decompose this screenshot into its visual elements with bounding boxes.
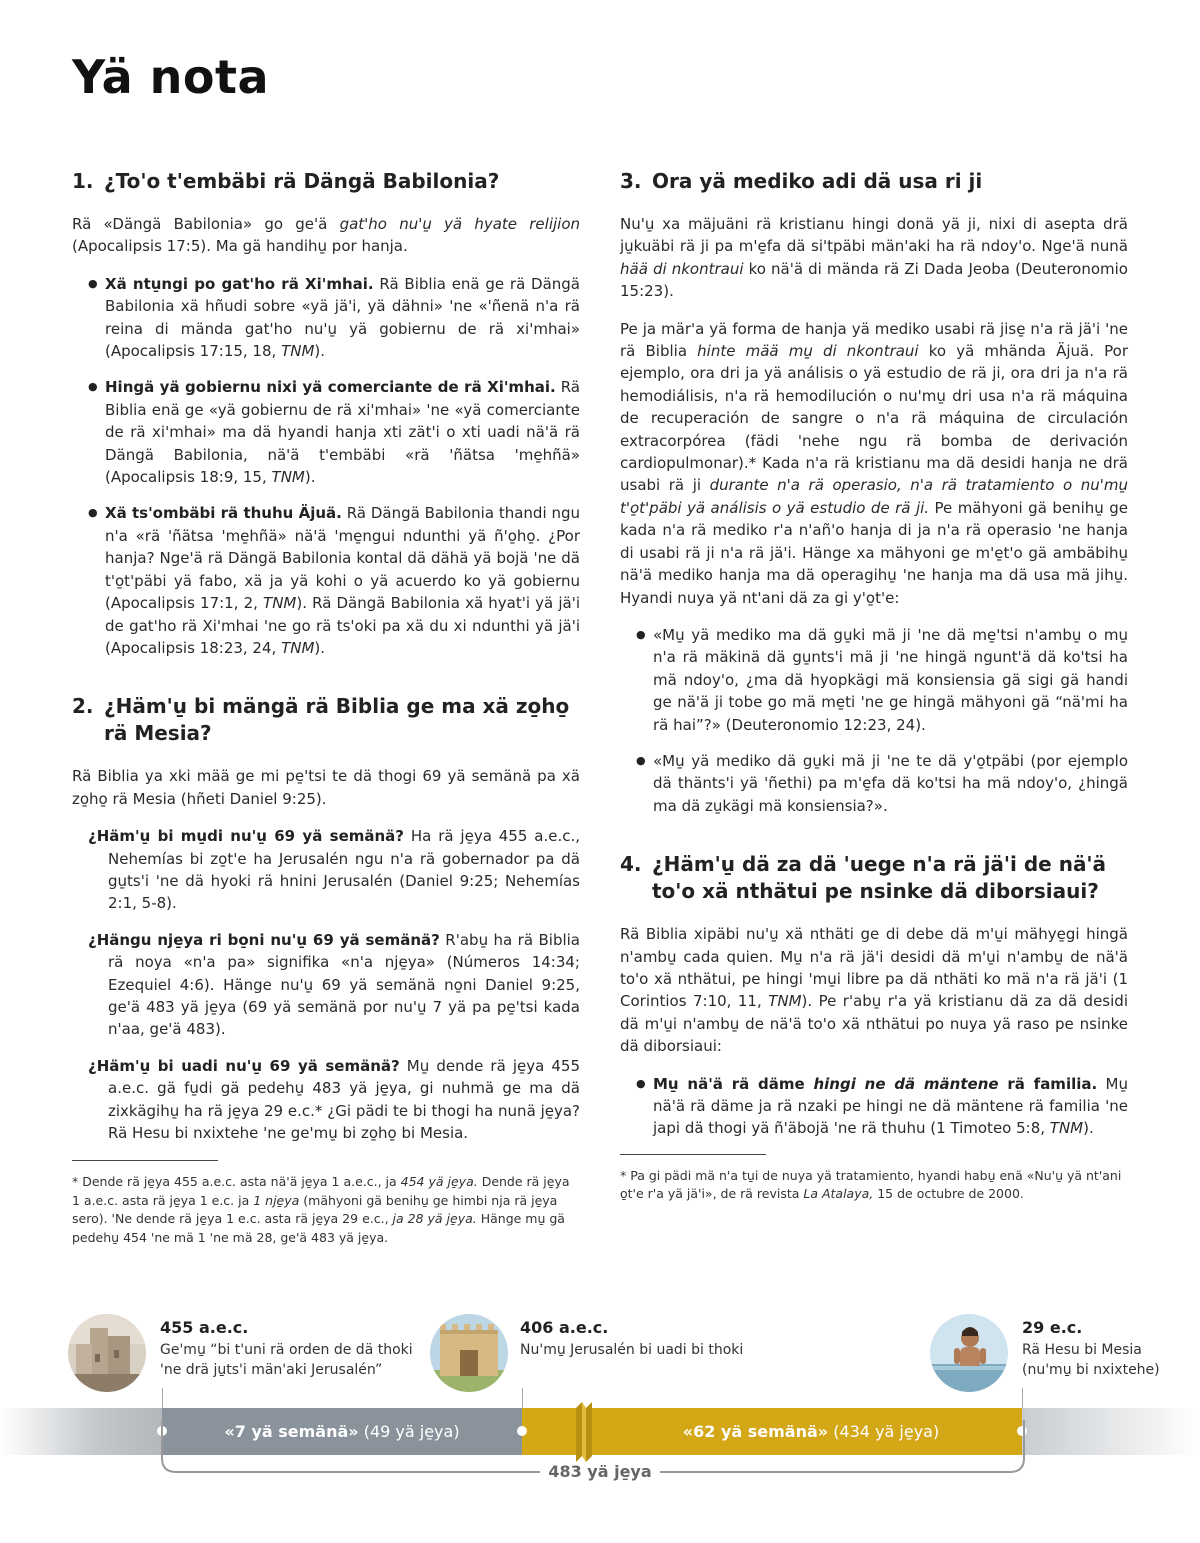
- section-2-title: ¿Häm'u̱ bi mängä rä Biblia ge ma xä zo̱ho̱ rä Mesia?: [104, 694, 570, 746]
- timeline-date-1: 455 a.e.c.: [160, 1318, 249, 1337]
- question-item: ¿Häm'u̱ bi mu̱di nu'u̱ 69 yä semänä? Ha rä je̱ya 455 a.e.c., Nehemías bi zo̱t'e ha Jerusalén ngu n'a rä gobernador pa dä gu̱ts'i 'ne dä hyoki rä hnini Jerusalén (Daniel 9:25; Nehemías 2:1, 5-8).: [88, 827, 580, 913]
- timeline-tick-2: [522, 1388, 523, 1408]
- timeline-band-end: [1022, 1408, 1200, 1455]
- section-3-paragraph: Nu'u̱ xa mäjuäni rä kristianu hingi donä yä ji, nixi di asepta drä ju̱kuäbi rä ji pa m'e̱fa dä si'tpäbi män'aki ha rä ndoy'o. Nge'ä nunä hää di nkontraui ko nä'ä di mända rä Zi Dada Jeoba (Deuteronomio 15:23).: [620, 215, 1128, 301]
- section-3-bullet-list: [636, 624, 1128, 817]
- timeline-date-2: 406 a.e.c.: [520, 1318, 609, 1337]
- section-3-paragraph: Pe ja mär'a yä forma de hanja yä mediko usabi rä jise̱ n'a rä jä'i 'ne rä Biblia hinte mää mu̱ di nkontraui ko yä mhända Äjuä. Por ejemplo, ora dri ja yä análisis o yä estudio de rä ji, ora dri ja n'a rä hemodiálisis, n'a rä hemodilución o nu'mu̱ dri usa n'a rä máquina de recuperación de sangre o n'a rä máquina de circulación extracorpórea (fädi 'nehe ngu rä bomba de derivación cardiopulmonar).* Kada n'a rä kristianu ma dä desidi hanja ne drä usabi rä ji durante n'a rä operasio, n'a rä tratamiento o nu'mu̱ t'o̱t'päbi yä análisis o yä estudio de rä ji. Pe mähyoni gä benihu̱ ge kada n'a rä mediko r'a n'añ'o hanja di ja n'a rä operasio 'ne hanja di usabi rä ji n'a rä jä'i. Hänge xa mähyoni ge m'e̱t'o gä ambäbihu̱ nä'ä mediko hanja ma dä operagihu̱ 'ne hanja ma dä usa mä jihu̱. Hyandi nuya yä nt'ani dä za gi y'o̱t'e:: [620, 319, 1129, 607]
- section-3-number: 3.: [620, 169, 642, 193]
- timeline-segment-label-2: «62 yä semänä» (434 yä je̱ya): [682, 1422, 940, 1441]
- section-1-heading: [72, 168, 580, 195]
- list-item: ● «Mu̱ yä mediko ma dä gu̱ki mä ji 'ne dä me̱'tsi n'ambu̱ o mu̱ n'a rä mäkinä dä gu̱nts'i mä ji 'ne hingä ngunt'ä dä ko'tsi ha mä ndoy'o, ¿ma dä hyopkägi mä konsiensia gä sigi gä handi ge nä'ä ji tobe go mä me̱ti 'ne ge hingä mähyoni gä “nä'mi ha rä hai”?» (Deuteronomio 12:23, 24).: [636, 624, 1128, 736]
- timeline-caption-1: Ge'mu̱ “bi t'uni rä orden de dä thoki 'ne drä ju̱ts'i män'aki Jerusalén”: [160, 1342, 413, 1378]
- timeline-tick-3: [1022, 1388, 1023, 1408]
- section-4-paragraph: Rä Biblia xipäbi nu'u̱ xä nthäti ge di debe dä m'u̱i mähye̱gi hingä n'ambu̱ cada quien. Mu̱ n'a rä jä'i desidi dä m'u̱i n'ambu̱ de nä'ä to'o xä nthätui, pe hingi 'mu̱i libre pa dä nthäti ko mä n'a rä jä'i (1 Corintios 7:10, 11, TNM). Pe r'abu̱ r'a yä kristianu dä za dä desidi dä m'u̱i n'ambu̱ de nä'ä to'o xä nthätui po nuya yä raso pe nsinke dä diborsiaui:: [620, 925, 1128, 1056]
- footnote: * Dende rä je̱ya 455 a.e.c. asta nä'ä je̱ya 1 a.e.c., ja 454 yä je̱ya. Dende rä je̱ya 1 a.e.c. asta rä je̱ya 1 e.c. ja 1 nje̱ya (mähyoni gä benihu̱ ge himbi nja rä je̱ya sero). 'Ne dende rä je̱ya 1 e.c. asta rä je̱ya 29 e.c., ja 28 yä je̱ya. Hänge mu̱ gä pedehu̱ 454 'ne mä 1 'ne mä 28, ge'ä 483 yä je̱ya.: [72, 1174, 570, 1245]
- list-item: ● Xä ntu̱ngi po gat'ho rä Xi'mhai. Rä Biblia enä ge rä Dängä Babilonia xä hñudi sobre «yä jä'i, yä dähni» 'ne «'ñenä n'a rä reina di mända gat'ho nu'u̱ yä gobiernu de rä xi'mhai» (Apocalipsis 17:15, 18, TNM).: [88, 273, 580, 363]
- section-4-number: 4.: [620, 852, 642, 877]
- question-item: ¿Hängu nje̱ya ri bo̱ni nu'u̱ 69 yä semänä? R'abu̱ ha rä Biblia rä noya «n'a pa» signifika «n'a nje̱ya» (Números 14:34; Ezequiel 4:6). Hänge nu'u̱ 69 yä semänä no̱ni Daniel 9:25, ge'ä 483 yä je̱ya (69 yä semänä por nu'u̱ 7 yä pa pe̱'tsi kada n'aa, ge'ä 483).: [88, 930, 580, 1039]
- ancient-city-wall-image: [68, 1314, 146, 1392]
- section-1-intro: Rä «Dängä Babilonia» go ge'ä gat'ho nu'u̱ yä hyate relijion (Apocalipsis 17:5). Ma gä handihu̱ por hanja.: [72, 215, 580, 256]
- jesus-baptism-image: [930, 1314, 1008, 1392]
- section-4-bullet-list: [636, 1073, 1128, 1140]
- section-1-bullet-list: [88, 273, 580, 660]
- question-item: ¿Häm'u̱ bi uadi nu'u̱ 69 yä semänä? Mu̱ dende rä je̱ya 455 a.e.c. gä fu̱di gä pedehu̱ 483 yä je̱ya, gi nuhmä ge ma dä zixkägihu̱ ha rä je̱ya 29 e.c.* ¿Gi pädi te bi thogi ha nunä je̱ya? Rä Hesu bi nxixtehe 'ne ge'mu̱ bi zo̱ho̱ bi Mesia.: [88, 1056, 580, 1142]
- footnote-divider: [620, 1154, 766, 1155]
- section-3-title: Ora yä mediko adi dä usa ri ji: [652, 169, 983, 193]
- list-item: ● Hingä yä gobiernu nixi yä comerciante de rä Xi'mhai. Rä Biblia enä ge «yä gobiernu de rä xi'mhai» 'ne «yä comerciante de rä xi'mhai» ma dä hyandi hanja xti zät'i o xti uadi nä'ä rä Dängä Babilonia, nä'ä t'embäbi «rä 'ñätsa 'me̱hñä» (Apocalipsis 18:9, 15, TNM).: [88, 376, 580, 488]
- list-item: ● «Mu̱ yä mediko dä gu̱ki mä ji 'ne te dä y'o̱tpäbi (por ejemplo dä thänts'i yä 'ñethi) pa m'e̱fa dä ko'tsi ha mä ndoy'o, ¿hingä ma dä zu̱kägi mä konsiensia?».: [636, 750, 1128, 817]
- section-1-title: ¿To'o t'embäbi rä Dängä Babilonia?: [104, 169, 500, 193]
- list-item: ● Xä ts'ombäbi rä thuhu Äjuä. Rä Dängä Babilonia thandi ngu n'a «rä 'ñätsa 'me̱hñä» nä'ä 'me̱ngui ndunthi yä ñ'o̱ho̱. ¿Por hanja? Nge'ä rä Dängä Babilonia kontal dä dähä yä bojä 'ne dä t'o̱t'päbi yä fabo, xä ja yä kohi o yä acuerdo ko yä gobiernu (Apocalipsis 17:1, 2, TNM). Rä Dängä Babilonia xä hyat'i yä jä'i de gat'ho rä Xi'mhai 'ne go rä ts'oki pa xä du xi ndunthi yä jä'i (Apocalipsis 18:23, 24, TNM).: [88, 502, 580, 659]
- section-2-heading: [72, 693, 580, 747]
- footnote: * Pa gi pädi mä n'a tu̱i de nuya yä tratamiento, hyandi habu̱ enä «Nu'u̱ yä nt'ani o̱t'e r'a yä jä'i», de rä revista La Atalaya, 15 de octubre de 2000.: [620, 1167, 1122, 1202]
- footnote-divider: [72, 1160, 218, 1161]
- timeline: [0, 1300, 1200, 1500]
- section-4-heading: [620, 851, 1128, 905]
- left-column: [72, 168, 580, 1247]
- section-4-title: ¿Häm'u̱ dä za dä 'uege n'a rä jä'i de nä'ä to'o xä nthätui pe nsinke dä diborsiaui?: [652, 852, 1107, 904]
- right-column: [620, 168, 1128, 1204]
- page-title: Yä nota: [72, 50, 270, 104]
- section-1-number: 1.: [72, 169, 94, 193]
- timeline-total-label: 483 yä je̱ya: [540, 1462, 660, 1481]
- timeline-tick-1: [162, 1388, 163, 1408]
- section-2-intro: Rä Biblia ya xki mää ge mi pe̱'tsi te dä thogi 69 yä semänä pa xä zo̱ho̱ rä Mesia (hñeti Daniel 9:25).: [72, 767, 580, 808]
- timeline-date-3: 29 e.c.: [1022, 1318, 1083, 1337]
- section-3-heading: [620, 168, 1128, 195]
- timeline-caption-3: Rä Hesu bi Mesia (nu'mu̱ bi nxixtehe): [1022, 1342, 1160, 1378]
- list-item: ● Mu̱ nä'ä rä däme hingi ne dä mäntene rä familia. Mu̱ nä'ä rä däme ja rä nzaki pe hingi ne dä mäntene rä familia 'ne japi dä thogi yä ñ'äbojä 'ne rä thuhu (1 Timoteo 5:8, TNM).: [636, 1073, 1128, 1140]
- timeline-band-start: [0, 1408, 162, 1455]
- section-2-number: 2.: [72, 694, 94, 719]
- rebuilt-city-gate-image: [430, 1314, 508, 1392]
- timeline-segment-label-1: «7 yä semänä» (49 yä je̱ya): [224, 1422, 460, 1441]
- timeline-caption-2: Nu'mu̱ Jerusalén bi uadi bi thoki: [520, 1342, 744, 1358]
